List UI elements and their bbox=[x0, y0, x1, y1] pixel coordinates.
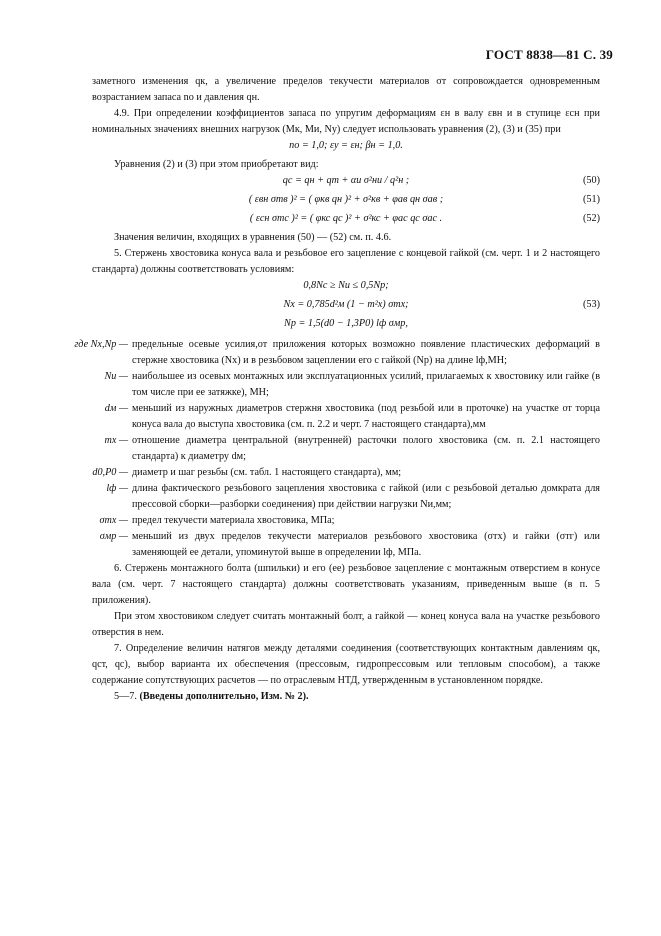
definition-item bbox=[70, 369, 600, 401]
definition-text: отношение диаметра центральной (внутренней) расточки полого хвостовика (см. п. 2.1 настоящего стандарта) к диаметру dм; bbox=[132, 435, 600, 462]
paragraph: 6. Стержень монтажного болта (шпильки) и его (ее) резьбовое зацепление с монтажным отверстием в конусе вала (см. черт. 7 настоящего стандарта) должны соответствовать указаниям, приведенным выше (в п. 5 приложения). bbox=[92, 563, 600, 606]
definition-symbol: Nи — bbox=[104, 371, 128, 382]
definition-symbol: mх — bbox=[104, 435, 128, 446]
equation bbox=[92, 138, 600, 157]
definition-symbol: где Nх,Nр — bbox=[74, 339, 128, 350]
definition-symbol: σмр — bbox=[99, 531, 128, 542]
definition-item bbox=[70, 465, 600, 481]
paragraph: Значения величин, входящих в уравнения (50) — (52) см. п. 4.6. bbox=[114, 232, 392, 243]
definition-text: меньший из наружных диаметров стержня хвостовика (под резьбой или в проточке) на участке от торца конуса вала до выступа хвостовика (см. п. 2.2 и черт. 7 настоящего стандарта),мм bbox=[132, 403, 600, 430]
definition-text: наибольшее из осевых монтажных или эксплуатационных усилий, прилагаемых к хвостовику или гайке (в том числе при ее затяжке), МН; bbox=[132, 371, 600, 398]
amendment-text: (Введены дополнительно, Изм. № 2). bbox=[139, 691, 309, 702]
document-body bbox=[74, 74, 600, 705]
equation-number: (50) bbox=[583, 175, 600, 186]
equation-50 bbox=[92, 173, 600, 192]
equation-number: (51) bbox=[583, 194, 600, 205]
definition-text: меньший из двух пределов текучести материалов резьбового хвостовика (σтх) и гайки (σтг) или заменяющей ее детали, упоминутой выше в определении lф, МПа. bbox=[132, 531, 600, 558]
definition-item bbox=[70, 481, 600, 513]
paragraph: 5. Стержень хвостовика конуса вала и резьбовое его зацепление с концевой гайкой (см. черт. 1 и 2 настоящего стандарта) должны соответствовать условиям: bbox=[92, 248, 600, 275]
paragraph: При этом хвостовиком следует считать монтажный болт, а гайкой — конец конуса вала на участке резьбового отверстия в нем. bbox=[92, 611, 600, 638]
definition-text: диаметр и шаг резьбы (см. табл. 1 настоящего стандарта), мм; bbox=[132, 467, 402, 478]
definition-text: длина фактического резьбового зацепления хвостовика с гайкой (или с резьбовой деталью домкрата для прессовой сборки—разборки соединения) при действии нагрузки Nи,мм; bbox=[132, 483, 600, 510]
equation-53a bbox=[92, 278, 600, 297]
definition-symbol: d0,P0 — bbox=[92, 467, 128, 478]
equation-52 bbox=[92, 211, 600, 230]
definition-text: предел текучести материала хвостовика, МПа; bbox=[132, 515, 335, 526]
amendment-prefix: 5—7. bbox=[114, 691, 137, 702]
paragraph: Уравнения (2) и (3) при этом приобретают вид: bbox=[114, 159, 319, 170]
definition-item bbox=[70, 513, 600, 529]
paragraph: 7. Определение величин натягов между деталями соединения (соответствующих контактным давлениям qк, qст, qс), выбор варианта их обеспечения (прессовым, гидропрессовым или тепловым способом), а также содержание сопутствующих расчетов — по отраслевым НТД, утвержденным в установленном порядке. bbox=[92, 643, 600, 686]
equation-number: (53) bbox=[583, 299, 600, 310]
definition-item bbox=[70, 401, 600, 433]
equation-text: Nр = 1,5(d0 − 1,3P0) lф σмр, bbox=[284, 318, 408, 329]
definition-item bbox=[70, 337, 600, 369]
definition-symbol: lф — bbox=[106, 483, 128, 494]
definition-item bbox=[70, 529, 600, 561]
equation-text: 0,8Nс ≥ Nи ≤ 0,5Nр; bbox=[303, 280, 389, 291]
definition-item bbox=[70, 433, 600, 465]
equation-51 bbox=[92, 192, 600, 211]
equation-text: Nх = 0,785d²м (1 − m²х) σтх; bbox=[283, 299, 409, 310]
definition-symbol: dм — bbox=[104, 403, 128, 414]
equation-53c bbox=[92, 316, 600, 335]
equation-text: qc = qн + qт + αи σ²ни / q²н ; bbox=[282, 175, 410, 186]
definition-text: предельные осевые усилия,от приложения которых возможно появление пластических деформаций в стержне хвостовика (Nх) и в резьбовом зацеплении его с гайкой (Nр) на длине lф,МН; bbox=[132, 339, 600, 366]
amendment-note bbox=[92, 689, 600, 705]
definitions-list bbox=[70, 337, 600, 561]
paragraph: заметного изменения qк, а увеличение пределов текучести материалов σт сопровождается одновременным возрастанием запаса nо и давления qн. bbox=[92, 76, 600, 103]
page-header: ГОСТ 8838—81 С. 39 bbox=[485, 47, 613, 62]
equation-53b bbox=[92, 297, 600, 316]
definition-symbol: σтх — bbox=[99, 515, 128, 526]
paragraph: 4.9. При определении коэффициентов запаса по упругим деформациям εн в валу εвн и в ступице εсн при номинальных значениях внешних нагрузок (Мк, Ми, Nу) следует использовать уравнения (2), (3) и (35) при bbox=[92, 108, 600, 135]
equation-text: ( εсн σтс )² = ( φкс qс )² + σ²кс + φас qс σас . bbox=[249, 213, 443, 224]
equation-text: ( εвн σтв )² = ( φкв qн )² + σ²кв + φав qн σав ; bbox=[248, 194, 444, 205]
equation-number: (52) bbox=[583, 213, 600, 224]
equation-text: nо = 1,0; εу = εн; βн = 1,0. bbox=[289, 140, 403, 151]
